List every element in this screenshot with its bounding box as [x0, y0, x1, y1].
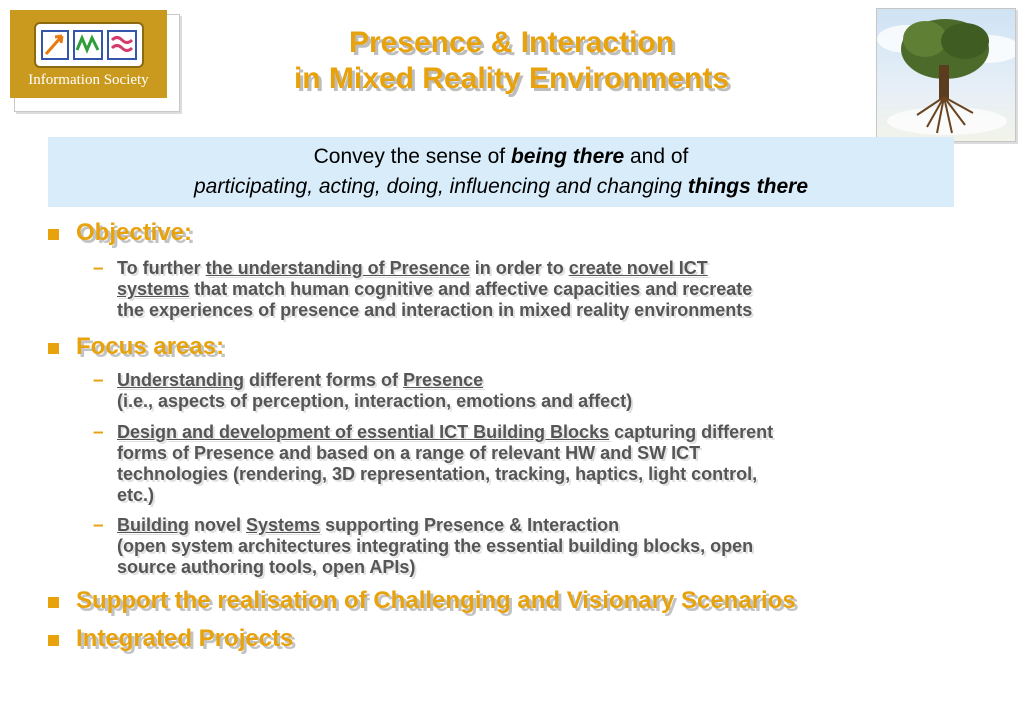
tagline-line-1: [48, 137, 954, 172]
bullet-square-icon: [48, 635, 59, 646]
focus-heading: Focus areas:: [76, 333, 225, 360]
dash-bullet-icon: –: [93, 515, 104, 536]
integrated-projects-heading: Integrated Projects: [76, 625, 294, 652]
focus-item-presence: Understanding different forms of Presence (i.e., aspects of perception, interaction, emotions and affect): [117, 370, 633, 411]
bullet-square-icon: [48, 343, 59, 354]
tagline-text: Convey the sense of: [313, 145, 511, 168]
bullet-square-icon: [48, 229, 59, 240]
bullet-square-icon: [48, 597, 59, 608]
tagline-text: participating, acting, doing, influencing and changing: [193, 175, 688, 198]
tagline-line-2: [48, 172, 954, 202]
tagline-emphasis: things there: [687, 175, 809, 198]
tagline-emphasis: being there: [510, 145, 625, 168]
dash-bullet-icon: –: [93, 258, 104, 279]
dash-bullet-icon: –: [93, 370, 104, 391]
tagline-banner: [48, 137, 954, 207]
support-heading: Support the realisation of Challenging and Visionary Scenarios: [76, 587, 796, 614]
page-title-line-1: Presence & Interaction: [348, 26, 675, 59]
dash-bullet-icon: –: [93, 422, 104, 443]
logo-caption: Information Society: [28, 72, 149, 88]
objective-text: To further the understanding of Presence in order to create novel ICT systems that match human cognitive and affective capacities and recreate the experiences of presence and interaction in mixed reality environments: [117, 258, 753, 320]
focus-item-systems: Building novel Systems supporting Presence & Interaction (open system architectures integrating the essential building blocks, open source authoring tools, open APIs): [117, 515, 754, 577]
page-title-line-2: in Mixed Reality Environments: [293, 62, 730, 95]
focus-item-building-blocks: Design and development of essential ICT Building Blocks capturing different forms of Presence and based on a range of relevant HW and SW ICT technologies (rendering, 3D representation, tracking, haptics, light control, etc.): [117, 422, 774, 505]
tagline-text: and of: [624, 145, 689, 168]
objective-heading: Objective:: [76, 219, 193, 246]
